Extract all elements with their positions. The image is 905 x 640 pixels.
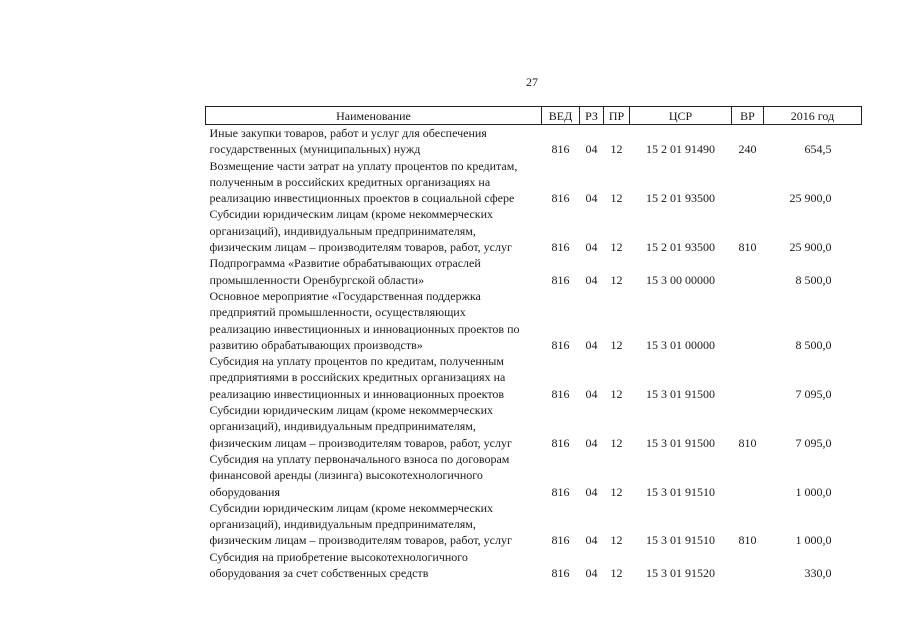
row-ved: 816 — [551, 191, 570, 206]
row-name-line: Субсидии юридическим лицам (кроме некоммерческих — [209, 403, 494, 418]
table-row — [206, 255, 862, 288]
row-pr: 12 — [610, 142, 623, 157]
row-name — [206, 402, 542, 451]
row-pr: 12 — [610, 386, 623, 401]
row-rz: 04 — [585, 386, 598, 401]
row-name — [206, 158, 542, 207]
row-name — [206, 549, 542, 582]
row-vr — [732, 549, 764, 582]
row-vr: 810 — [738, 435, 757, 450]
row-vr — [732, 288, 764, 353]
row-pr: 12 — [610, 337, 623, 352]
row-name-line: развитию обрабатывающих производств» — [209, 337, 423, 352]
row-name-line: оборудования — [209, 484, 280, 499]
row-name-line: Субсидия на уплату первоначального взноса по договорам — [209, 451, 510, 466]
row-vr — [732, 255, 764, 288]
row-name — [206, 500, 542, 549]
row-name-line: организаций), индивидуальным предпринимателям, — [209, 419, 476, 434]
row-rz: 04 — [585, 272, 598, 287]
table-row — [206, 500, 862, 549]
row-year: 7 095,0 — [795, 386, 832, 401]
row-year: 25 900,0 — [789, 191, 832, 206]
row-name-line: физическим лицам – производителям товаров, работ, услуг — [209, 240, 512, 255]
header-name: Наименование — [206, 107, 542, 125]
table-row — [206, 288, 862, 353]
row-csr: 15 3 01 91520 — [646, 566, 715, 581]
table-row — [206, 402, 862, 451]
row-name-line: организаций), индивидуальным предпринимателям, — [209, 223, 476, 238]
row-name-line: реализацию инвестиционных проектов в социальной сфере — [209, 191, 515, 206]
row-name-line: реализацию инвестиционных и инновационных проектов по — [209, 321, 520, 336]
row-name-line: Иные закупки товаров, работ и услуг для обеспечения — [209, 126, 487, 140]
row-csr: 15 3 01 91500 — [646, 435, 715, 450]
row-ved: 816 — [551, 533, 570, 548]
row-vr: 810 — [738, 533, 757, 548]
row-name-line: Основное мероприятие «Государственная поддержка — [209, 288, 481, 303]
row-csr: 15 2 01 93500 — [646, 240, 715, 255]
row-name — [206, 353, 542, 402]
row-name — [206, 255, 542, 288]
row-name-line: Субсидия на приобретение высокотехнологичного — [209, 549, 468, 564]
row-ved: 816 — [551, 240, 570, 255]
row-name — [206, 451, 542, 500]
row-vr: 810 — [738, 240, 757, 255]
row-name — [206, 206, 542, 255]
row-name-line: финансовой аренды (лизинга) высокотехнологичного — [209, 468, 483, 483]
row-name-line: предприятий промышленности, осуществляющих — [209, 305, 466, 320]
table-row — [206, 158, 862, 207]
row-year: 25 900,0 — [789, 240, 832, 255]
row-vr — [732, 451, 764, 500]
row-rz: 04 — [585, 337, 598, 352]
table-row — [206, 125, 862, 158]
row-year: 1 000,0 — [795, 484, 832, 499]
row-name-line: физическим лицам – производителям товаров, работ, услуг — [209, 533, 512, 548]
row-pr: 12 — [610, 240, 623, 255]
row-year: 1 000,0 — [795, 533, 832, 548]
row-csr: 15 3 00 00000 — [646, 272, 715, 287]
row-name-line: Возмещение части затрат на уплату процентов по кредитам, — [209, 158, 518, 173]
row-pr: 12 — [610, 484, 623, 499]
row-ved: 816 — [551, 337, 570, 352]
row-csr: 15 3 01 91510 — [646, 533, 715, 548]
table-header-row — [206, 107, 862, 125]
row-name-line: реализацию инвестиционных и инновационных проектов — [209, 386, 505, 401]
row-name-line: организаций), индивидуальным предпринимателям, — [209, 517, 476, 532]
table-body — [206, 125, 862, 582]
row-name-line: Подпрограмма «Развитие обрабатывающих отраслей — [209, 256, 481, 271]
row-ved: 816 — [551, 142, 570, 157]
row-ved: 816 — [551, 386, 570, 401]
row-name — [206, 125, 542, 158]
header-vr: ВР — [732, 107, 764, 125]
row-name — [206, 288, 542, 353]
row-ved: 816 — [551, 566, 570, 581]
header-csr: ЦСР — [630, 107, 732, 125]
budget-table — [205, 106, 862, 581]
row-ved: 816 — [551, 435, 570, 450]
row-year: 8 500,0 — [795, 272, 832, 287]
header-rz: РЗ — [580, 107, 604, 125]
row-csr: 15 3 01 91500 — [646, 386, 715, 401]
table-row — [206, 206, 862, 255]
row-name-line: государственных (муниципальных) нужд — [209, 142, 421, 157]
row-csr: 15 3 01 91510 — [646, 484, 715, 499]
row-name-line: Субсидия на уплату процентов по кредитам, полученным — [209, 354, 504, 369]
row-vr — [732, 158, 764, 207]
row-year: 654,5 — [804, 142, 832, 157]
row-pr: 12 — [610, 272, 623, 287]
row-name-line: Субсидии юридическим лицам (кроме некоммерческих — [209, 207, 494, 222]
row-pr: 12 — [610, 566, 623, 581]
row-rz: 04 — [585, 142, 598, 157]
row-pr: 12 — [610, 533, 623, 548]
header-pr: ПР — [604, 107, 630, 125]
row-rz: 04 — [585, 533, 598, 548]
row-pr: 12 — [610, 191, 623, 206]
row-year: 8 500,0 — [795, 337, 832, 352]
page-number: 27 — [526, 75, 538, 89]
table-row — [206, 353, 862, 402]
row-name-line: предприятиями в российских кредитных организациях на — [209, 370, 506, 385]
header-year: 2016 год — [764, 107, 862, 125]
row-rz: 04 — [585, 566, 598, 581]
row-name-line: оборудования за счет собственных средств — [209, 566, 429, 581]
row-csr: 15 3 01 00000 — [646, 337, 715, 352]
table-row — [206, 451, 862, 500]
row-name-line: физическим лицам – производителям товаров, работ, услуг — [209, 435, 512, 450]
row-rz: 04 — [585, 240, 598, 255]
row-vr: 240 — [738, 142, 757, 157]
header-ved: ВЕД — [542, 107, 580, 125]
row-csr: 15 2 01 91490 — [646, 142, 715, 157]
row-csr: 15 2 01 93500 — [646, 191, 715, 206]
row-rz: 04 — [585, 484, 598, 499]
row-vr — [732, 353, 764, 402]
row-name-line: Субсидии юридическим лицам (кроме некоммерческих — [209, 500, 494, 515]
row-year: 330,0 — [804, 566, 832, 581]
row-ved: 816 — [551, 272, 570, 287]
row-name-line: полученным в российских кредитных организациях на — [209, 174, 491, 189]
row-rz: 04 — [585, 191, 598, 206]
row-pr: 12 — [610, 435, 623, 450]
row-year: 7 095,0 — [795, 435, 832, 450]
row-name-line: промышленности Оренбургской области» — [209, 272, 425, 287]
table-row — [206, 549, 862, 582]
row-ved: 816 — [551, 484, 570, 499]
row-rz: 04 — [585, 435, 598, 450]
